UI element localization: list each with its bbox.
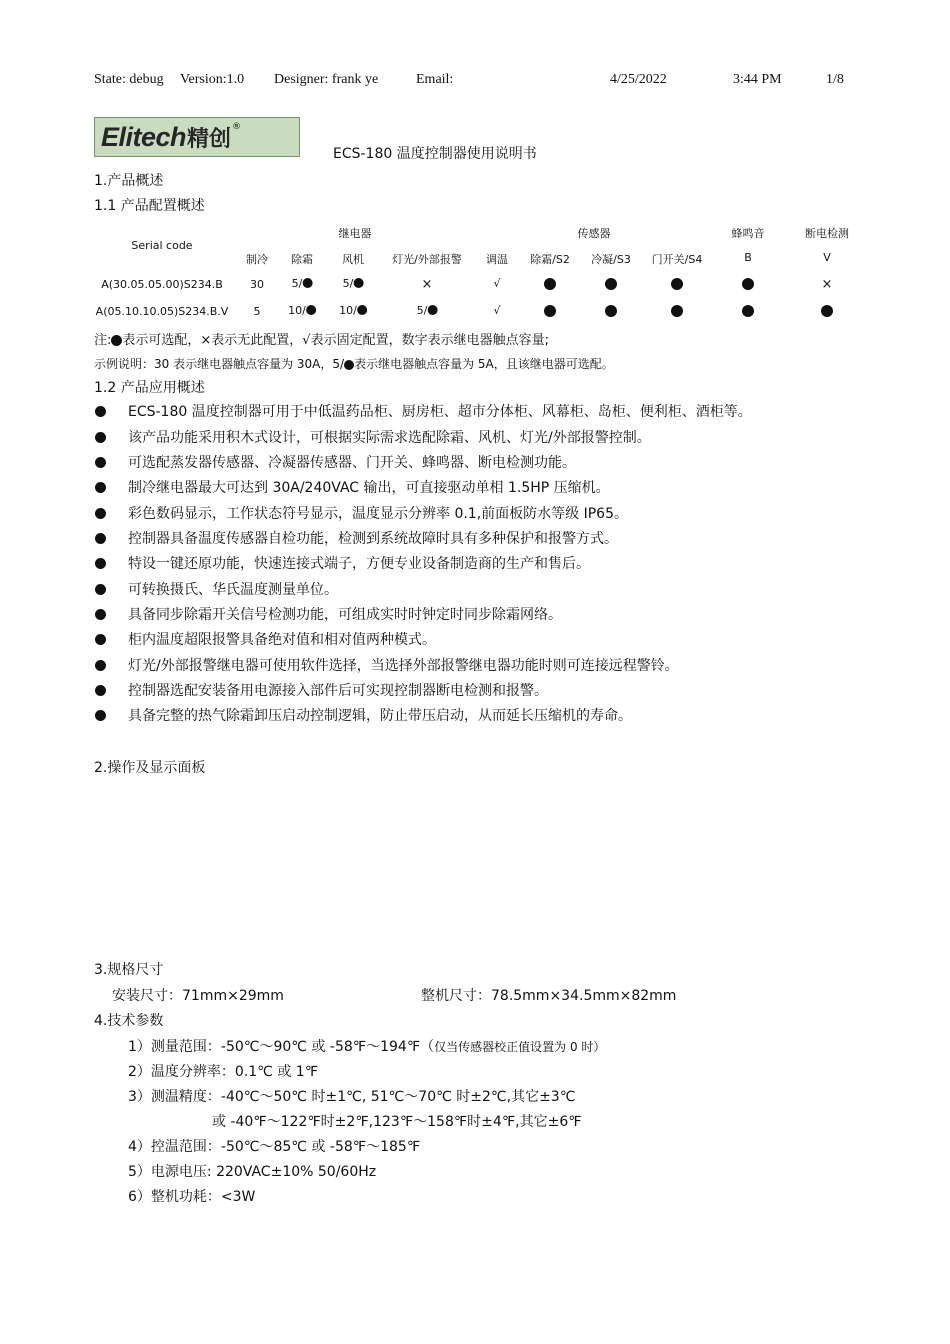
bullet-dot-icon xyxy=(95,609,106,620)
param-accuracy: 3）测温精度：-40℃～50℃ 时±1℃, 51℃～70℃ 时±2℃,其它±3℃ xyxy=(128,1089,576,1105)
bullet-dot-icon xyxy=(95,584,106,595)
header-date: 4/25/2022 xyxy=(610,72,667,87)
bullet-dot-icon xyxy=(95,508,106,519)
row1-s2 xyxy=(544,277,556,290)
row1-buzzer xyxy=(742,277,754,290)
param-accuracy-fahrenheit: 或 -40℉～122℉时±2℉,123℉～158℉时±4℉,其它±6℉ xyxy=(212,1114,582,1130)
param-power-supply: 5）电源电压: 220VAC±10% 50/60Hz xyxy=(128,1164,377,1180)
header-page-number: 1/8 xyxy=(826,72,844,87)
param-control-range: 4）控温范围：-50℃～85℃ 或 -58℉～185℉ xyxy=(128,1139,421,1155)
optional-dot-icon xyxy=(671,278,683,290)
row2-serial: A(05.10.10.05)S234.B.V xyxy=(95,305,229,318)
row1-adjust: √ xyxy=(493,277,501,290)
th-power-v: V xyxy=(823,251,831,264)
optional-dot-icon xyxy=(427,305,437,315)
th-sensor-s3: 冷凝/S3 xyxy=(591,253,631,266)
bullet-dot-icon xyxy=(95,432,106,443)
list-item: 可选配蒸发器传感器、冷凝器传感器、门开关、蜂鸣器、断电检测功能。 xyxy=(128,455,576,471)
optional-dot-icon xyxy=(357,305,367,315)
list-item: 具备完整的热气除霜卸压启动控制逻辑，防止带压启动，从而延长压缩机的寿命。 xyxy=(128,708,632,724)
header-version: Version:1.0 xyxy=(180,72,245,87)
th-sensor-group: 传感器 xyxy=(577,227,611,240)
row2-s2 xyxy=(544,304,556,317)
row2-defrost: 10/ xyxy=(288,304,316,317)
row2-fan: 10/ xyxy=(339,304,367,317)
row2-adjust: √ xyxy=(493,304,501,317)
th-light-alarm: 灯光/外部报警 xyxy=(392,253,462,266)
elitech-logo xyxy=(94,117,300,157)
optional-dot-icon xyxy=(821,305,833,317)
th-serial-code: Serial code xyxy=(131,239,193,252)
list-item: 控制器具备温度传感器自检功能，检测到系统故障时具有多种保护和报警方式。 xyxy=(128,531,618,547)
param-measure-range: 1）测量范围：-50℃～90℃ 或 -58℉～194℉（仅当传感器校正值设置为 0 时） xyxy=(128,1039,606,1055)
bullet-dot-icon xyxy=(95,482,106,493)
row1-serial: A(30.05.05.00)S234.B xyxy=(101,278,223,291)
optional-dot-icon xyxy=(742,278,754,290)
param-resolution: 2）温度分辨率：0.1℃ 或 1℉ xyxy=(128,1064,319,1080)
row2-s3 xyxy=(605,304,617,317)
optional-dot-icon xyxy=(605,305,617,317)
row1-cool: 30 xyxy=(250,278,264,291)
row1-light: × xyxy=(421,277,433,292)
row1-power: × xyxy=(821,277,833,292)
overall-size: 整机尺寸：78.5mm×34.5mm×82mm xyxy=(421,988,677,1004)
row2-light: 5/ xyxy=(417,304,438,317)
th-defrost: 除霜 xyxy=(291,253,313,266)
list-item: 柜内温度超限报警具备绝对值和相对值两种模式。 xyxy=(128,632,436,648)
header-state: State: debug xyxy=(94,72,164,87)
list-item: 可转换摄氏、华氏温度测量单位。 xyxy=(128,582,338,598)
optional-dot-icon xyxy=(306,305,316,315)
bullet-dot-icon xyxy=(95,634,106,645)
optional-dot-icon xyxy=(605,278,617,290)
section-2-title: 2.操作及显示面板 xyxy=(94,760,206,776)
bullet-dot-icon xyxy=(95,558,106,569)
th-sensor-s4: 门开关/S4 xyxy=(651,253,703,266)
list-item: 具备同步除霜开关信号检测功能，可组成实时时钟定时同步除霜网络。 xyxy=(128,607,562,623)
install-size: 安装尺寸：71mm×29mm xyxy=(112,988,284,1004)
list-item: 制冷继电器最大可达到 30A/240VAC 输出，可直接驱动单相 1.5HP 压缩机。 xyxy=(128,480,610,496)
table-note: 注: 表示可选配，×表示无此配置，√表示固定配置，数字表示继电器触点容量; xyxy=(94,333,549,348)
optional-dot-icon xyxy=(353,278,363,288)
section-3-title: 3.规格尺寸 xyxy=(94,962,164,978)
logo-brand: Elitech xyxy=(101,121,187,152)
optional-dot-icon xyxy=(742,305,754,317)
bullet-dot-icon xyxy=(95,406,106,417)
document-title: ECS-180 温度控制器使用说明书 xyxy=(333,146,537,162)
bullet-dot-icon xyxy=(95,457,106,468)
th-buzzer-group: 蜂鸣音 xyxy=(731,227,765,240)
param-power-consumption: 6）整机功耗：<3W xyxy=(128,1189,256,1205)
header-email: Email: xyxy=(416,72,454,87)
row2-s4 xyxy=(671,304,683,317)
th-cool: 制冷 xyxy=(246,253,268,266)
list-item: 该产品功能采用积木式设计，可根据实际需求选配除霜、风机、灯光/外部报警控制。 xyxy=(128,430,651,446)
row2-buzzer xyxy=(742,304,754,317)
section-1-title: 1.产品概述 xyxy=(94,173,164,189)
header-designer: Designer: frank ye xyxy=(274,72,379,87)
row2-cool: 5 xyxy=(253,305,261,318)
list-item: 灯光/外部报警继电器可使用软件选择，当选择外部报警继电器功能时则可连接远程警铃。 xyxy=(128,658,679,674)
logo-registered-mark: ® xyxy=(232,122,242,132)
th-fan: 风机 xyxy=(342,253,364,266)
optional-dot-icon xyxy=(544,278,556,290)
list-item: 彩色数码显示，工作状态符号显示，温度显示分辨率 0.1,前面板防水等级 IP65。 xyxy=(128,506,628,522)
th-power-detect-group: 断电检测 xyxy=(805,227,849,240)
bullet-dot-icon xyxy=(95,533,106,544)
table-example: 示例说明：30 表示继电器触点容量为 30A，5/ 表示继电器触点容量为 5A，且该继电器可选配。 xyxy=(94,357,614,371)
section-4-title: 4.技术参数 xyxy=(94,1013,164,1029)
header-time: 3:44 PM xyxy=(733,72,782,87)
th-relay-group: 继电器 xyxy=(338,227,372,240)
list-item: 特设一键还原功能，快速连接式端子，方便专业设备制造商的生产和售后。 xyxy=(128,556,590,572)
list-item: 控制器选配安装备用电源接入部件后可实现控制器断电检测和报警。 xyxy=(128,683,548,699)
bullet-dot-icon xyxy=(95,660,106,671)
optional-dot-icon xyxy=(544,305,556,317)
logo-chinese: 精创 xyxy=(187,126,232,152)
optional-dot-icon xyxy=(671,305,683,317)
row1-s4 xyxy=(671,277,683,290)
optional-dot-icon xyxy=(302,278,312,288)
row1-defrost: 5/ xyxy=(292,277,313,290)
list-item: ECS-180 温度控制器可用于中低温药品柜、厨房柜、超市分体柜、风幕柜、岛柜、便利柜、酒柜等。 xyxy=(128,404,752,420)
row1-s3 xyxy=(605,277,617,290)
th-buzzer-b: B xyxy=(744,251,752,264)
optional-dot-icon xyxy=(344,360,354,370)
th-adjust: 调温 xyxy=(486,253,508,266)
optional-dot-icon xyxy=(111,335,122,346)
bullet-dot-icon xyxy=(95,710,106,721)
section-1-2-title: 1.2 产品应用概述 xyxy=(94,380,205,396)
th-sensor-s2: 除霜/S2 xyxy=(530,253,570,266)
row1-fan: 5/ xyxy=(343,277,364,290)
row2-power xyxy=(821,304,833,317)
section-1-1-title: 1.1 产品配置概述 xyxy=(94,198,205,214)
bullet-dot-icon xyxy=(95,685,106,696)
